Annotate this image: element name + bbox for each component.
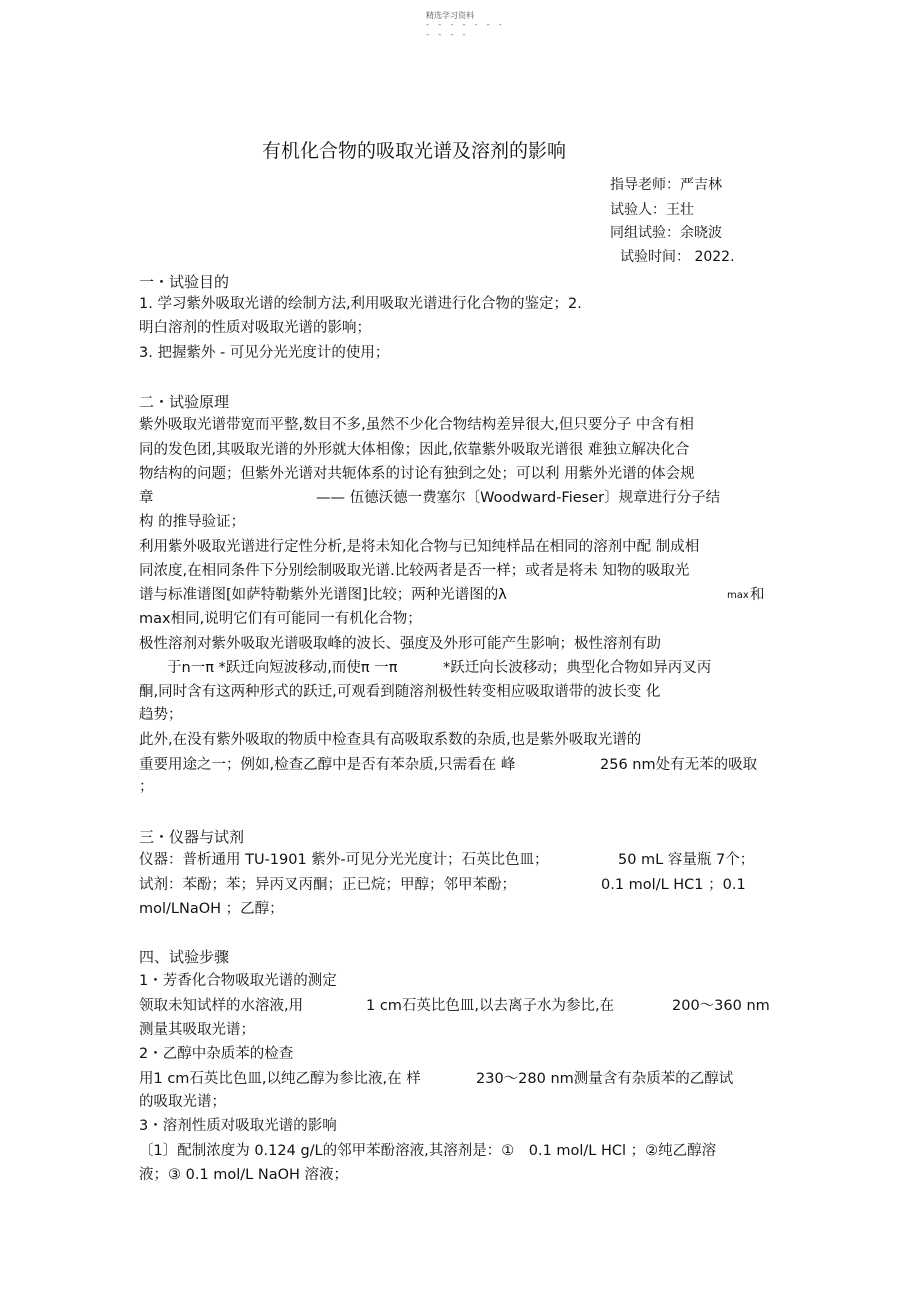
body-line: 3. 把握紫外 - 可见分光光度计的使用；: [139, 345, 390, 361]
body-line: 0.1 mol/L HC1 ；0.1: [601, 877, 746, 893]
body-line: 200～360 nm: [672, 998, 770, 1014]
date-line: 试验时间： 2022.: [620, 249, 735, 265]
body-line: 同浓度,在相同条件下分别绘制吸取光谱.比较两者是否一样；或者是将未 知物的吸取光: [139, 563, 690, 579]
body-line: 极性溶剂对紫外吸取光谱吸取峰的波长、强度及外形可能产生影响；极性溶剂有助: [139, 636, 661, 652]
subscript-max: max: [727, 590, 749, 601]
body-line: max相同,说明它们有可能同一有机化合物；: [139, 611, 422, 627]
body-line: 趋势；: [139, 707, 183, 723]
body-line: 构 的推导验证；: [139, 514, 246, 530]
section-heading: 三・仪器与试剂: [139, 828, 245, 846]
body-line: 液；③ 0.1 mol/L NaOH 溶液；: [139, 1167, 349, 1183]
body-line: 章: [139, 490, 154, 506]
body-line: 和: [750, 587, 765, 603]
subsection-heading: 3・溶剂性质对吸取光谱的影响: [139, 1118, 337, 1134]
experimenter-line: 试验人：王壮: [610, 202, 694, 218]
body-line: 紫外吸取光谱带宽而平整,数目不多,虽然不少化合物结构差异很大,但只要分子 中含有相: [139, 417, 694, 433]
body-line: 领取未知试样的水溶液,用: [139, 998, 304, 1014]
page-header-dashes: - - - - - - -: [426, 20, 505, 30]
advisor-line: 指导老师：严吉林: [610, 177, 722, 193]
section-heading: 二・试验原理: [139, 393, 230, 411]
body-line: 〔1〕配制浓度为 0.124 g/L的邻甲苯酚溶液,其溶剂是：① 0.1 mol/L HCl ；②纯乙醇溶: [139, 1143, 717, 1159]
body-line: mol/LNaOH ；乙醇；: [139, 901, 284, 917]
body-line: 明白溶剂的性质对吸取光谱的影响；: [139, 320, 371, 336]
body-line: 1 cm石英比色皿,以去离子水为参比,在: [366, 998, 615, 1014]
partner-line: 同组试验：余晓波: [610, 225, 722, 241]
body-line: 酮,同时含有这两种形式的跃迁,可观看到随溶剂极性转变相应吸取谱带的波长变 化: [139, 684, 661, 700]
body-line: 利用紫外吸取光谱进行定性分析,是将未知化合物与已知纯样品在相同的溶剂中配 制成相: [139, 539, 700, 555]
body-line: 此外,在没有紫外吸取的物质中检查具有高吸取系数的杂质,也是紫外吸取光谱的: [139, 732, 642, 748]
body-line: 的吸取光谱；: [139, 1094, 226, 1110]
body-line: 230～280 nm测量含有杂质苯的乙醇试: [476, 1071, 734, 1087]
page-header-dashes: - - - -: [426, 30, 469, 40]
document-title: 有机化合物的吸取光谱及溶剂的影响: [262, 140, 567, 162]
body-line: 50 mL 容量瓶 7个；: [618, 852, 755, 868]
subsection-heading: 1・芳香化合物吸取光谱的测定: [139, 973, 337, 989]
body-line: 1. 学习紫外吸取光谱的绘制方法,利用吸取光谱进行化合物的鉴定；2.: [139, 296, 582, 312]
body-line: 仪器：普析通用 TU-1901 紫外-可见分光光度计；石英比色皿；: [139, 852, 549, 868]
page-header-label: 精选学习资料: [426, 11, 474, 20]
body-line: 同的发色团,其吸取光谱的外形就大体相像；因此,依靠紫外吸取光谱很 难独立解决化合: [139, 442, 690, 458]
body-line: 谱与标准谱图[如萨特勒紫外光谱图]比较；两种光谱图的λ: [139, 587, 507, 603]
body-line: —— 伍德沃德一费塞尔〔Woodward-Fieser〕规章进行分子结: [316, 490, 721, 506]
body-line: 于n一π *跃迁向短波移动,而使π 一π: [167, 660, 398, 676]
body-line: 用1 cm石英比色皿,以纯乙醇为参比液,在 样: [139, 1071, 421, 1087]
body-line: 试剂：苯酚；苯；异丙叉丙酮；正已烷；甲醇；邻甲苯酚；: [139, 877, 516, 893]
section-heading: 一・试验目的: [139, 273, 230, 291]
section-heading: 四、试验步骤: [139, 948, 230, 966]
body-line: 重要用途之一；例如,检查乙醇中是否有苯杂质,只需看在 峰: [139, 757, 516, 773]
body-line: *跃迁向长波移动；典型化合物如异丙叉丙: [443, 660, 712, 676]
body-line: 256 nm处有无苯的吸取: [600, 757, 758, 773]
body-line: ；: [139, 779, 154, 795]
body-line: 物结构的问题；但紫外光谱对共轭体系的讨论有独到之处；可以利 用紫外光谱的体会规: [139, 466, 695, 482]
subsection-heading: 2・乙醇中杂质苯的检查: [139, 1046, 294, 1062]
body-line: 测量其吸取光谱；: [139, 1022, 255, 1038]
